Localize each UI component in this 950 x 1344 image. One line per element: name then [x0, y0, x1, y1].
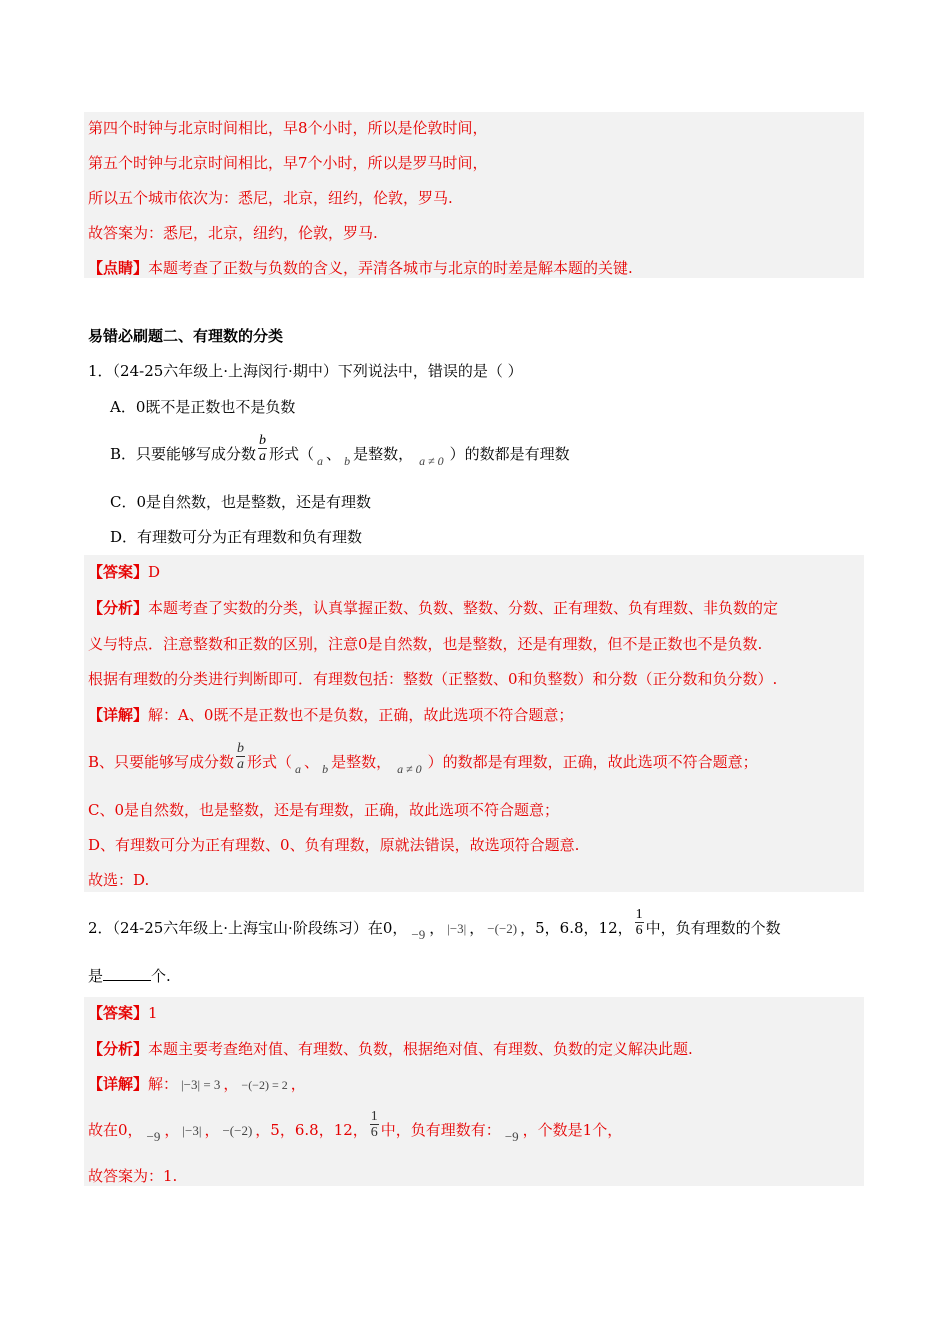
q2-stem-pre: 2．（24-25六年级上·上海宝山·阶段练习）在0，: [88, 919, 408, 937]
answer-value: D: [148, 563, 161, 581]
q1-stem: 1．（24-25六年级上·上海闵行·期中）下列说法中，错误的是（ ）: [88, 362, 523, 380]
q1-option-b-mid2: 是整数，: [353, 445, 414, 463]
detail-b-pre: B、只要能够写成分数: [88, 753, 235, 771]
comma-4: ，: [290, 1075, 306, 1093]
block1-tip: [88, 258, 633, 278]
math-abs-neg3-2: |−3|: [182, 1123, 202, 1138]
q2-stem-line2-post: 个.: [151, 967, 171, 985]
math-abs-neg3: |−3|: [447, 921, 467, 936]
q1-detail-1: [88, 705, 573, 725]
detail-tag-2: 【详解】: [88, 1075, 149, 1093]
q2-stem-mid: ，5，6.8，12，: [520, 919, 633, 937]
cond-a-ne-0: a ≠ 0: [419, 454, 444, 468]
frac-den-q2: 6: [635, 922, 643, 938]
answer-tag: 【答案】: [88, 563, 149, 581]
q1-detail-d: D、有理数可分为正有理数、0、负有理数，原就法错误，故选项符合题意.: [88, 836, 580, 854]
q1-analysis-1: [88, 598, 778, 618]
frac-den: a: [259, 448, 267, 464]
analysis-tag-2: 【分析】: [88, 1040, 149, 1058]
math-eq-negneg: −(−2) = 2: [241, 1078, 288, 1092]
therefore-mid: ，5，6.8，12，: [255, 1121, 368, 1139]
therefore-pre: 故在0，: [88, 1121, 143, 1139]
block1-line-1: 第四个时钟与北京时间相比，早8个小时，所以是伦敦时间，: [88, 119, 488, 137]
q2-detail: [88, 1074, 306, 1095]
sep: 、: [326, 445, 342, 463]
detail-text-1: 解：A、0既不是正数也不是负数，正确，故此选项不符合题意；: [148, 706, 574, 724]
var-a-2: a: [295, 762, 302, 776]
block1-line-4: 故答案为：悉尼，北京，纽约，伦敦，罗马.: [88, 224, 378, 242]
math-neg9-3: −9: [504, 1129, 519, 1144]
detail-b-mid1: 形式（: [247, 753, 293, 771]
q2-stem-line2: [88, 966, 171, 986]
comma-2: ，: [469, 919, 485, 937]
analysis-text-1: 本题考查了实数的分类，认真掌握正数、负数、整数、分数、正有理数、负有理数、非负数的定: [148, 599, 779, 617]
frac-num: b: [259, 432, 267, 448]
answer-value-2: 1: [148, 1004, 158, 1022]
frac-den-q2-2: 6: [370, 1124, 378, 1140]
cond-a-ne-0-2: a ≠ 0: [397, 762, 422, 776]
math-neg-neg2: −(−2): [487, 921, 518, 936]
q2-analysis: [88, 1039, 693, 1059]
block1-line-3: 所以五个城市依次为：悉尼，北京，纽约，伦敦，罗马.: [88, 189, 453, 207]
comma-1: ，: [429, 919, 445, 937]
comma-6: ，: [204, 1121, 220, 1139]
q2-stem-post: 中，负有理数的个数: [645, 919, 781, 937]
fraction-1-over-6-2: [370, 1109, 379, 1140]
frac-num-q2-2: 1: [370, 1108, 378, 1124]
q1-option-b-post: ）的数都是有理数: [449, 445, 570, 463]
detail-tag: 【详解】: [88, 706, 149, 724]
q1-analysis-2: 义与特点．注意整数和正数的区别，注意0是自然数，也是整数，还是有理数，但不是正数也不是负数.: [88, 635, 763, 653]
fraction-b-over-a-2: [236, 741, 245, 772]
q1-option-b-mid1: 形式（: [269, 445, 315, 463]
q1-option-b: [110, 432, 570, 468]
frac-den-2: a: [237, 756, 245, 772]
detail-pre-q2: 解：: [148, 1075, 179, 1093]
q2-answer: [88, 1003, 158, 1023]
var-b: b: [344, 454, 351, 468]
q2-therefore: [88, 1108, 623, 1144]
frac-num-2: b: [237, 740, 245, 756]
q2-stem: [88, 906, 781, 942]
q1-option-b-pre: B．只要能够写成分数: [110, 445, 257, 463]
math-eq-abs: |−3| = 3: [181, 1077, 221, 1092]
q1-analysis-3: 根据有理数的分类进行判断即可．有理数包括：整数（正整数、0和负整数）和分数（正分数和负分数）.: [88, 670, 778, 688]
q1-detail-c: C、0是自然数，也是整数，还是有理数，正确，故此选项不符合题意；: [88, 801, 560, 819]
math-neg-neg2-2: −(−2): [222, 1123, 253, 1138]
q1-option-a: A．0既不是正数也不是负数: [110, 398, 296, 416]
detail-b-mid2: 是整数，: [331, 753, 392, 771]
var-a: a: [317, 454, 324, 468]
section-title: 易错必刷题二、有理数的分类: [88, 327, 284, 345]
sep-2: 、: [304, 753, 320, 771]
q1-answer: [88, 562, 160, 582]
analysis-tag: 【分析】: [88, 599, 149, 617]
q2-final: 故答案为：1.: [88, 1167, 178, 1185]
answer-tag-2: 【答案】: [88, 1004, 149, 1022]
tip-text: 本题考查了正数与负数的含义，弄清各城市与北京的时差是解本题的关键.: [148, 259, 633, 277]
q1-option-d: D．有理数可分为正有理数和负有理数: [110, 528, 363, 546]
comma-5: ，: [164, 1121, 180, 1139]
var-b-2: b: [322, 762, 329, 776]
fraction-b-over-a: [258, 433, 267, 464]
math-neg9-2: −9: [146, 1129, 161, 1144]
q1-option-c: C．0是自然数，也是整数，还是有理数: [110, 493, 372, 511]
q2-stem-line2-pre: 是: [88, 967, 104, 985]
q1-choose: 故选：D.: [88, 871, 150, 889]
therefore-post: 中，负有理数有：: [380, 1121, 501, 1139]
analysis-text-q2: 本题主要考查绝对值、有理数、负数，根据绝对值、有理数、负数的定义解决此题.: [148, 1040, 693, 1058]
math-neg9: −9: [411, 927, 426, 942]
fraction-1-over-6: [635, 907, 644, 938]
comma-3: ，: [223, 1075, 239, 1093]
therefore-end: ，个数是1个，: [522, 1121, 623, 1139]
q1-detail-b: [88, 740, 758, 776]
tip-tag: 【点睛】: [88, 259, 149, 277]
block1-line-2: 第五个时钟与北京时间相比，早7个小时，所以是罗马时间，: [88, 154, 488, 172]
frac-num-q2: 1: [635, 906, 643, 922]
answer-blank: [103, 966, 151, 981]
detail-b-post: ）的数都是有理数，正确，故此选项不符合题意；: [427, 753, 758, 771]
